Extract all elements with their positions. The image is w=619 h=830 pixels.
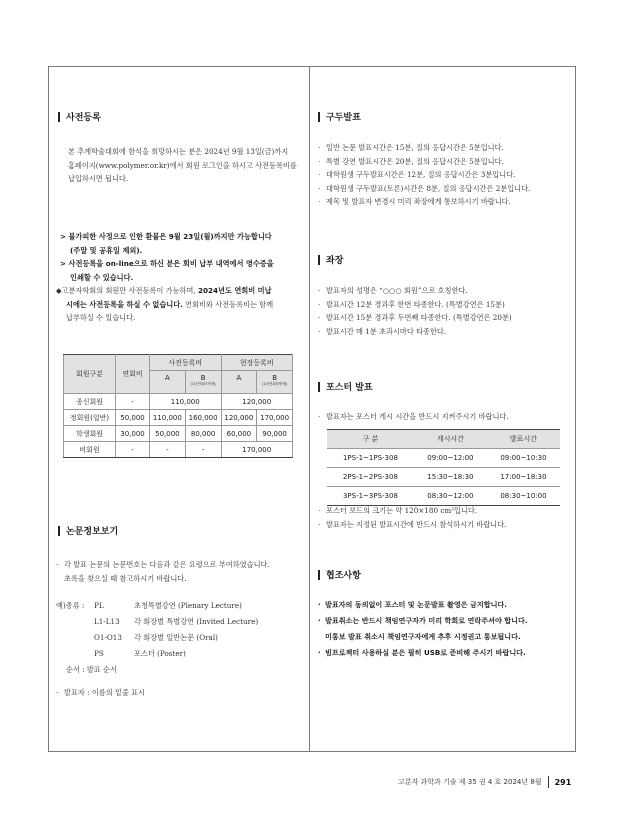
th-site-b: B (1년연회비면제) [257, 371, 293, 394]
presenter-note [56, 686, 306, 700]
section-heading-chair [318, 253, 343, 266]
heading-text: 사전등록 [66, 113, 101, 123]
th-pre-b: B (1년연회비면제) [185, 371, 221, 394]
registration-intro [58, 145, 303, 186]
poster-after [318, 504, 570, 531]
note-cont: (주말 및 공휴일 제외). [70, 245, 143, 255]
list-item: 미통보 발표 취소시 책임연구자에게 추후 시정권고 통보됩니다. [325, 632, 521, 641]
section-heading-cooperation [318, 568, 361, 581]
heading-text: 구두발표 [326, 113, 361, 123]
heading-bar [318, 112, 320, 122]
table-row: 1PS-1~1PS-308 09:00~12:00 09:00~10:30 [327, 449, 560, 468]
poster-intro [318, 410, 570, 424]
list-item: · 발표취소는 반드시 책임연구자가 미리 학회로 연락주셔야 합니다. [318, 613, 570, 629]
th-member-type: 회원구분 [64, 355, 116, 394]
oral-list [318, 141, 570, 209]
order-row: 순서 : 발표 순서 [66, 665, 117, 674]
list-item: · 일반 논문 발표시간은 15분, 질의 응답시간은 5분입니다. [318, 141, 570, 155]
th-annual-fee: 연회비 [116, 355, 150, 394]
heading-bar [58, 112, 60, 122]
paper-desc [56, 558, 306, 585]
desc-line: · 각 발표 논문의 논문번호는 다음과 같은 요령으로 부여하였습니다. [56, 558, 306, 572]
heading-text: 좌장 [326, 256, 344, 266]
table-row: 2PS-1~2PS-308 15:30~18:30 17:00~18:30 [327, 468, 560, 487]
list-item: · 발표시간 15분 경과후 두번째 타종한다. (특별강연은 20분) [318, 311, 570, 325]
intro-line: 납입하시면 됩니다. [68, 174, 129, 183]
list-item: · 대학원생 구두발표(토론)시간은 8분, 질의 응답시간은 2분입니다. [318, 182, 570, 196]
list-item: · 발표자의 동의없이 포스터 및 논문발표 촬영은 금지합니다. [318, 597, 570, 613]
table-row: 정회원(일반) 50,000 110,000 160,000 120,000 170,000 [64, 410, 293, 426]
list-item: · 발표시간 매 1분 초과시마다 타종한다. [318, 325, 570, 339]
list-item: · 발표자는 지정된 발표시간에 반드시 참석하시기 바랍니다. [318, 518, 570, 532]
heading-bar [318, 382, 320, 392]
footer-separator [548, 776, 549, 788]
heading-text: 논문정보보기 [66, 527, 119, 537]
list-item: · 제목 및 발표자 변경시 미리 좌장에게 통보하시기 바랍니다. [318, 195, 570, 209]
refund-notes [56, 230, 306, 284]
heading-bar [318, 570, 320, 580]
th-posting-time: 게시시간 [414, 430, 487, 449]
example-row: 예)종류 : PL 초청특별강연 (Plenary Lecture) [56, 601, 242, 610]
membership-line-3: 납부하실 수 있습니다. [66, 313, 136, 322]
th-category: 구 분 [327, 430, 414, 449]
example-row: PS 포스터 (Poster) [94, 649, 186, 658]
membership-line-1: ◆고분자학회의 회원만 사전등록이 가능하며, 2024년도 연회비 미납 [56, 286, 272, 295]
list-item: · 빔프로젝터 사용하실 분은 필히 USB로 준비해 주시기 바랍니다. [318, 645, 570, 661]
membership-line-2: 시에는 사전등록을 하실 수 없습니다. 연회비와 사전등록비는 함께 [66, 299, 274, 309]
th-site-a: A [221, 371, 257, 394]
note-cont: 인쇄할 수 있습니다. [70, 272, 134, 282]
heading-bar [58, 526, 60, 536]
page-footer [398, 776, 571, 788]
paper-code-examples [56, 598, 306, 678]
note-item: > 불가피한 사정으로 인한 환불은 9월 23일(월)까지만 가능합니다 [60, 232, 272, 241]
th-onsite-registration: 현장등록비 [221, 355, 293, 371]
section-heading-registration [58, 110, 101, 123]
presenter-line: · 발표자 : 이름의 밑줄 표시 [56, 686, 306, 700]
list-item: · 포스터 보드의 크기는 약 120×180 cm²입니다. [318, 504, 570, 518]
section-heading-paper-info [58, 524, 118, 537]
intro-line: 홈페이지(www.polymer.or.kr)에서 회원 로그인을 하시고 사전등록비를 [68, 160, 297, 170]
th-pre-registration: 사전등록비 [150, 355, 222, 371]
journal-info: 고분자 과학과 기술 제 35 권 4 호 2024년 8월 [398, 778, 542, 786]
membership-note [56, 284, 306, 325]
list-item: · 발표자의 성명은 “○○○ 회원”으로 호칭한다. [318, 284, 570, 298]
table-row: 3PS-1~3PS-308 08:30~12:00 08:30~10:00 [327, 487, 560, 506]
heading-text: 협조사항 [326, 571, 361, 581]
th-presentation-time: 발표시간 [487, 430, 560, 449]
poster-schedule-table [327, 429, 560, 506]
list-item: · 특별 강연 발표시간은 20분, 질의 응답시간은 5분입니다. [318, 155, 570, 169]
registration-fee-table [63, 354, 293, 458]
page-number: 291 [554, 777, 572, 787]
note-item: > 사전등록을 on-line으로 하신 분은 회비 납부 내역에서 영수증을 [60, 259, 274, 268]
desc-line: 초록을 찾으실 때 참고하시기 바랍니다. [64, 573, 187, 583]
list-item: · 발표시간 12분 경과후 한번 타종한다. (특별강연은 15분) [318, 298, 570, 312]
th-pre-a: A [150, 371, 186, 394]
intro-line: 본 추계학술대회에 참석을 희망하시는 분은 2024년 9월 13일(금)까지 [68, 147, 289, 156]
heading-text: 포스터 발표 [326, 383, 373, 393]
list-item: · 대학원생 구두발표시간은 12분, 질의 응답시간은 3분입니다. [318, 168, 570, 182]
list-item: · 발표자는 포스터 게시 시간을 반드시 지켜주시기 바랍니다. [318, 410, 570, 424]
section-heading-poster [318, 380, 373, 393]
example-row: L1-L13 각 회장별 특별강연 (Invited Lecture) [94, 617, 259, 626]
table-row: 비회원 - - - 170,000 [64, 442, 293, 458]
table-row: 학생회원 30,000 50,000 80,000 60,000 90,000 [64, 426, 293, 442]
table-row: 종신회원 - 110,000 120,000 [64, 394, 293, 410]
section-heading-oral [318, 110, 361, 123]
heading-bar [318, 255, 320, 265]
cooperation-list [318, 597, 570, 661]
chair-list [318, 284, 570, 338]
example-row: O1-O13 각 회장별 일반논문 (Oral) [94, 633, 218, 642]
column-divider [309, 66, 310, 752]
